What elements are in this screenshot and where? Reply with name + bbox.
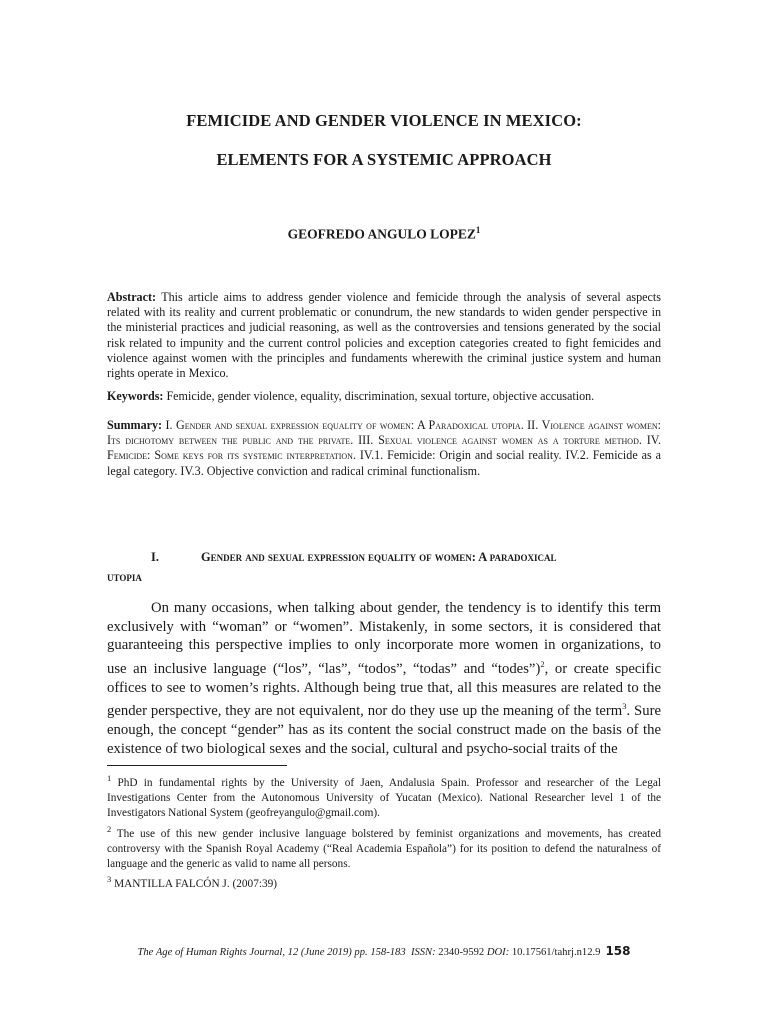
footnotes — [107, 771, 661, 892]
footnote-2-mark: 2 — [107, 823, 112, 834]
footnote-ref-2: 2 — [540, 659, 545, 670]
footnote-2 — [107, 822, 661, 873]
footer-doi: 10.17561/tahrj.n12.9 — [509, 947, 601, 958]
summary-part-3: . III. — [350, 433, 379, 448]
footnote-1-text: PhD in fundamental rights by the University of Jaen, Andalusia Spain. Professor and researcher of the Legal Investigations Center from the Autonomous University of Yucatan (Mexico). National Researcher level 1 of the Investigators National System (geofreyangulo@gmail.com). — [107, 776, 661, 820]
abstract-text: This article aims to address gender violence and femicide through the analysis of several aspects related with its reality and current problematic or conundrum, the new standards to widen gender perspective in the ministerial practices and judicial reasoning, as well as the controversies and tensions generated by the social risk related to impunity and the current control policies and exception categories created to fight femicides and violence against women with the principles and fundaments wherewith the criminal justice system and human rights operate in Mexico. — [107, 290, 661, 381]
footnote-separator — [107, 765, 287, 766]
author-footnote-mark: 1 — [475, 225, 481, 235]
keywords-label: Keywords: — [107, 389, 164, 403]
summary-part-4: . IV. — [638, 433, 661, 448]
section-title-line-1: Gender and sexual expression equality of women: A paradoxical — [201, 550, 557, 564]
footer-issn: 2340-9592 — [435, 947, 487, 958]
paper-title-line-1: FEMICIDE AND GENDER VIOLENCE IN MEXICO: — [186, 111, 582, 130]
abstract — [107, 290, 661, 381]
footnote-3 — [107, 872, 661, 892]
summary-item-2: Violence against women: Its dichotomy between the public and the private — [107, 418, 661, 448]
summary-item-3: Sexual violence against women as a torture method — [378, 433, 639, 448]
footnote-3-mark: 3 — [107, 874, 112, 885]
summary-item-4: Femicide: Some keys for its systemic interpretation — [107, 448, 353, 463]
summary-item-1: Gender and sexual expression equality of women: A Paradoxical utopia — [175, 418, 521, 432]
author-name — [0, 225, 768, 243]
summary-part-5: . IV.1. Femicide: Origin and social reality. IV.2. Femicide as a legal category. IV.3. Objective conviction and radical criminal functionalism. — [107, 448, 661, 478]
body-text-part-2: , or create specific offices to see to women’s rights. Although being true that, all this measures are related to the gender perspective, they are not equivalent, nor do they use up the meaning of the term — [107, 661, 662, 720]
summary-part-1: I. — [162, 418, 176, 432]
footer-journal: The Age of Human Rights Journal, 12 (June 2019) pp. 158-183 — [137, 947, 406, 958]
section-number: I. — [151, 550, 159, 564]
body-paragraph-text — [107, 599, 661, 758]
body-paragraph — [107, 599, 661, 758]
summary-label: Summary: — [107, 418, 163, 432]
keywords — [107, 389, 661, 404]
author-name-text: GEOFREDO ANGULO LOPEZ — [287, 226, 476, 242]
page-number: 158 — [605, 944, 631, 958]
body-text-part-3: . Sure enough, the concept “gender” has as its content the social construct made on the basis of the existence of two biological sexes and the social, cultural and psycho-social traits of the — [107, 703, 661, 757]
footnote-ref-3: 3 — [622, 701, 627, 712]
summary — [107, 418, 661, 479]
footer-issn-label: ISSN: — [410, 947, 436, 958]
footnote-3-text: MANTILLA FALCÓN J. (2007:39) — [111, 878, 278, 891]
paper-title-line-2: ELEMENTS FOR A SYSTEMIC APPROACH — [216, 150, 552, 169]
summary-part-2: . II. — [520, 418, 542, 432]
body-text-part-1: On many occasions, when talking about gender, the tendency is to identify this term exclusively with “woman” or “women”. Mistakenly, in some sectors, it is considered that guaranteeing this perspective implies to only incorporate more women in organizations, to use an inclusive language (“los”, “las”, “todos”, “todas” and “todes”) — [107, 600, 661, 677]
abstract-label: Abstract: — [107, 290, 157, 304]
footnote-1 — [107, 771, 661, 822]
page-footer — [0, 944, 768, 958]
footnote-1-mark: 1 — [107, 773, 112, 783]
footer-doi-label: DOI: — [486, 947, 510, 958]
keywords-text: Femicide, gender violence, equality, discrimination, sexual torture, objective accusation. — [163, 389, 595, 403]
section-title-line-2: utopia — [107, 570, 142, 584]
section-heading — [107, 547, 661, 587]
footnote-2-text: The use of this new gender inclusive language bolstered by feminist organizations and movements, has created controversy with the Spanish Royal Academy (“Real Academia Española”) for its position to defend the naturalness of language and the generic as valid to name all persons. — [107, 827, 661, 871]
